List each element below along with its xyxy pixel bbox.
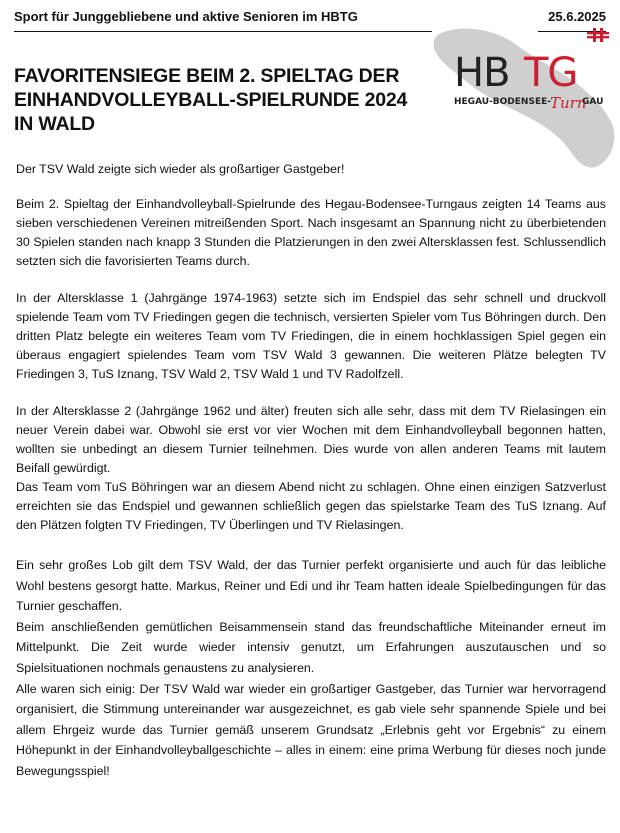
header-subtitle: Sport für Junggebliebene und aktive Senioren im HBTG xyxy=(14,9,358,24)
header-date: 25.6.2025 xyxy=(548,9,606,24)
logo-tagline-left: HEGAU-BODENSEE- xyxy=(454,97,551,107)
logo-tagline-script: Turn xyxy=(550,94,587,112)
paragraph-boehringen: Das Team vom TuS Böhringen war an diesem Abend nicht zu schlagen. Ohne einen einzigen Satzverlust erreichten sie das Endspiel und gewannen schließlich gegen das spielstarke Team des TuS Iznang. Auf den Plätzen folgten TV Friedingen, TV Überlingen und TV Rielasingen. xyxy=(16,480,606,532)
header-rule xyxy=(14,31,432,32)
article-title: FAVORITENSIEGE BEIM 2. SPIELTAG DER EINHANDVOLLEYBALL-SPIELRUNDE 2024 IN WALD xyxy=(14,65,408,135)
turnerkreuz-icon xyxy=(587,28,609,42)
paragraph-lob: Ein sehr großes Lob gilt dem TSV Wald, der das Turnier perfekt organisierte und auch für das leibliche Wohl bestens gesorgt hatte. Markus, Reiner und Edi und ihr Team hatten ideale Spielbedingungen für das Turnier geschaffen. xyxy=(16,558,606,614)
hbtg-logo xyxy=(426,22,620,172)
paragraph-fazit: Alle waren sich einig: Der TSV Wald war wieder ein großartiger Gastgeber, das Turnier war hervorragend organisiert, die Stimmung untereinander war ausgezeichnet, es gab viele sehr spannende Spiele und bei allem Ehrgeiz wurde das Turnier gemäß unserem Grundsatz „Erlebnis geht vor Ergebnis“ zu einem Höhepunkt in der Einhandvolleyballgeschichte – alles in einem: eine prima Werbung für dieses noch junde Bewegungsspiel! xyxy=(16,681,606,778)
logo-letters-hb: HB xyxy=(454,50,510,96)
paragraph-altersklasse-2: In der Altersklasse 2 (Jahrgänge 1962 und älter) freuten sich alle sehr, dass mit dem TV Rielasingen ein neuer Verein dabei war. Obwohl sie erst vor vier Wochen mit dem Einhandvolleyball begonnen hatten, wollten sie unbedingt an diesem Turnier teilnehmen. Dies wurde von allen anderen Teams mit lautem Beifall gewürdigt. xyxy=(16,404,606,475)
paragraph-beisammensein: Beim anschließenden gemütlichen Beisammensein stand das freundschaftliche Miteinander erneut im Mittelpunkt. Die Zeit wurde wieder intensiv genutzt, um Erfahrungen auszutauschen und so Spielsituationen nochmals genaustens zu analysieren. xyxy=(16,619,606,675)
article-body xyxy=(16,160,606,782)
logo-letters-tg: TG xyxy=(524,50,578,96)
paragraph-intro: Beim 2. Spieltag der Einhandvolleyball-Spielrunde des Hegau-Bodensee-Turngaus zeigten 14 Teams aus sieben verschiedenen Vereinen mitreißenden Sport. Nach insgesamt an Spannung nicht zu überbietenden 30 Spielen standen nach knapp 3 Stunden die Platzierungen in den zwei Altersklassen fest. Schlussendlich setzten sich die favorisierten Teams durch. xyxy=(16,197,606,268)
article-lead: Der TSV Wald zeigte sich wieder als großartiger Gastgeber! xyxy=(16,162,345,176)
logo-tagline-right: GAU xyxy=(582,97,604,107)
paragraph-altersklasse-1: In der Altersklasse 1 (Jahrgänge 1974-1963) setzte sich im Endspiel das sehr schnell und druckvoll spielende Team vom TV Friedingen gegen die technisch, versierten Spieler vom Tus Böhringen durch. Den dritten Platz belegte ein weiteres Team vom TV Friedingen, die in einem hochklassigen Spiel gegen ein überaus engagiert spielendes Team vom TSV Wald 3 gewannen. Die weiteren Plätze belegten TV Friedingen 3, TuS Iznang, TSV Wald 2, TSV Wald 1 und TV Radolfzell. xyxy=(16,291,606,381)
